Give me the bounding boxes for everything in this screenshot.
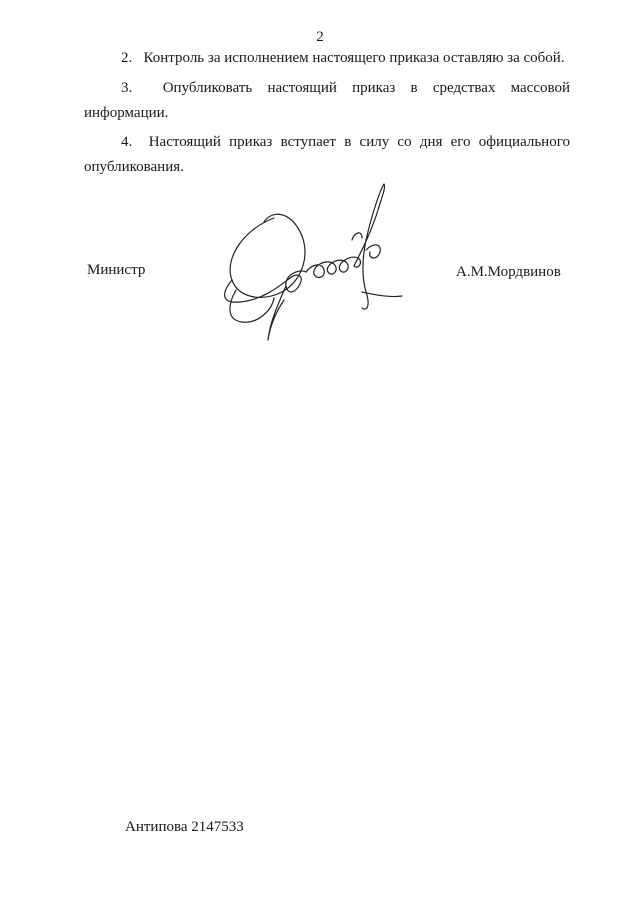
paragraph-item-3: 3. Опубликовать настоящий приказ в средствах массовой информации. bbox=[84, 80, 570, 121]
signatory-role: Министр bbox=[87, 262, 146, 278]
signatory-name: А.М.Мордвинов bbox=[456, 264, 561, 280]
page-number: 2 bbox=[316, 29, 324, 45]
paragraph-item-2: 2. Контроль за исполнением настоящего приказа оставляю за собой. bbox=[121, 50, 565, 66]
executor-note: Антипова 2147533 bbox=[125, 819, 244, 835]
handwritten-signature bbox=[212, 180, 412, 350]
paragraph-item-4: 4. Настоящий приказ вступает в силу со дня его официального опубликования. bbox=[84, 134, 570, 175]
